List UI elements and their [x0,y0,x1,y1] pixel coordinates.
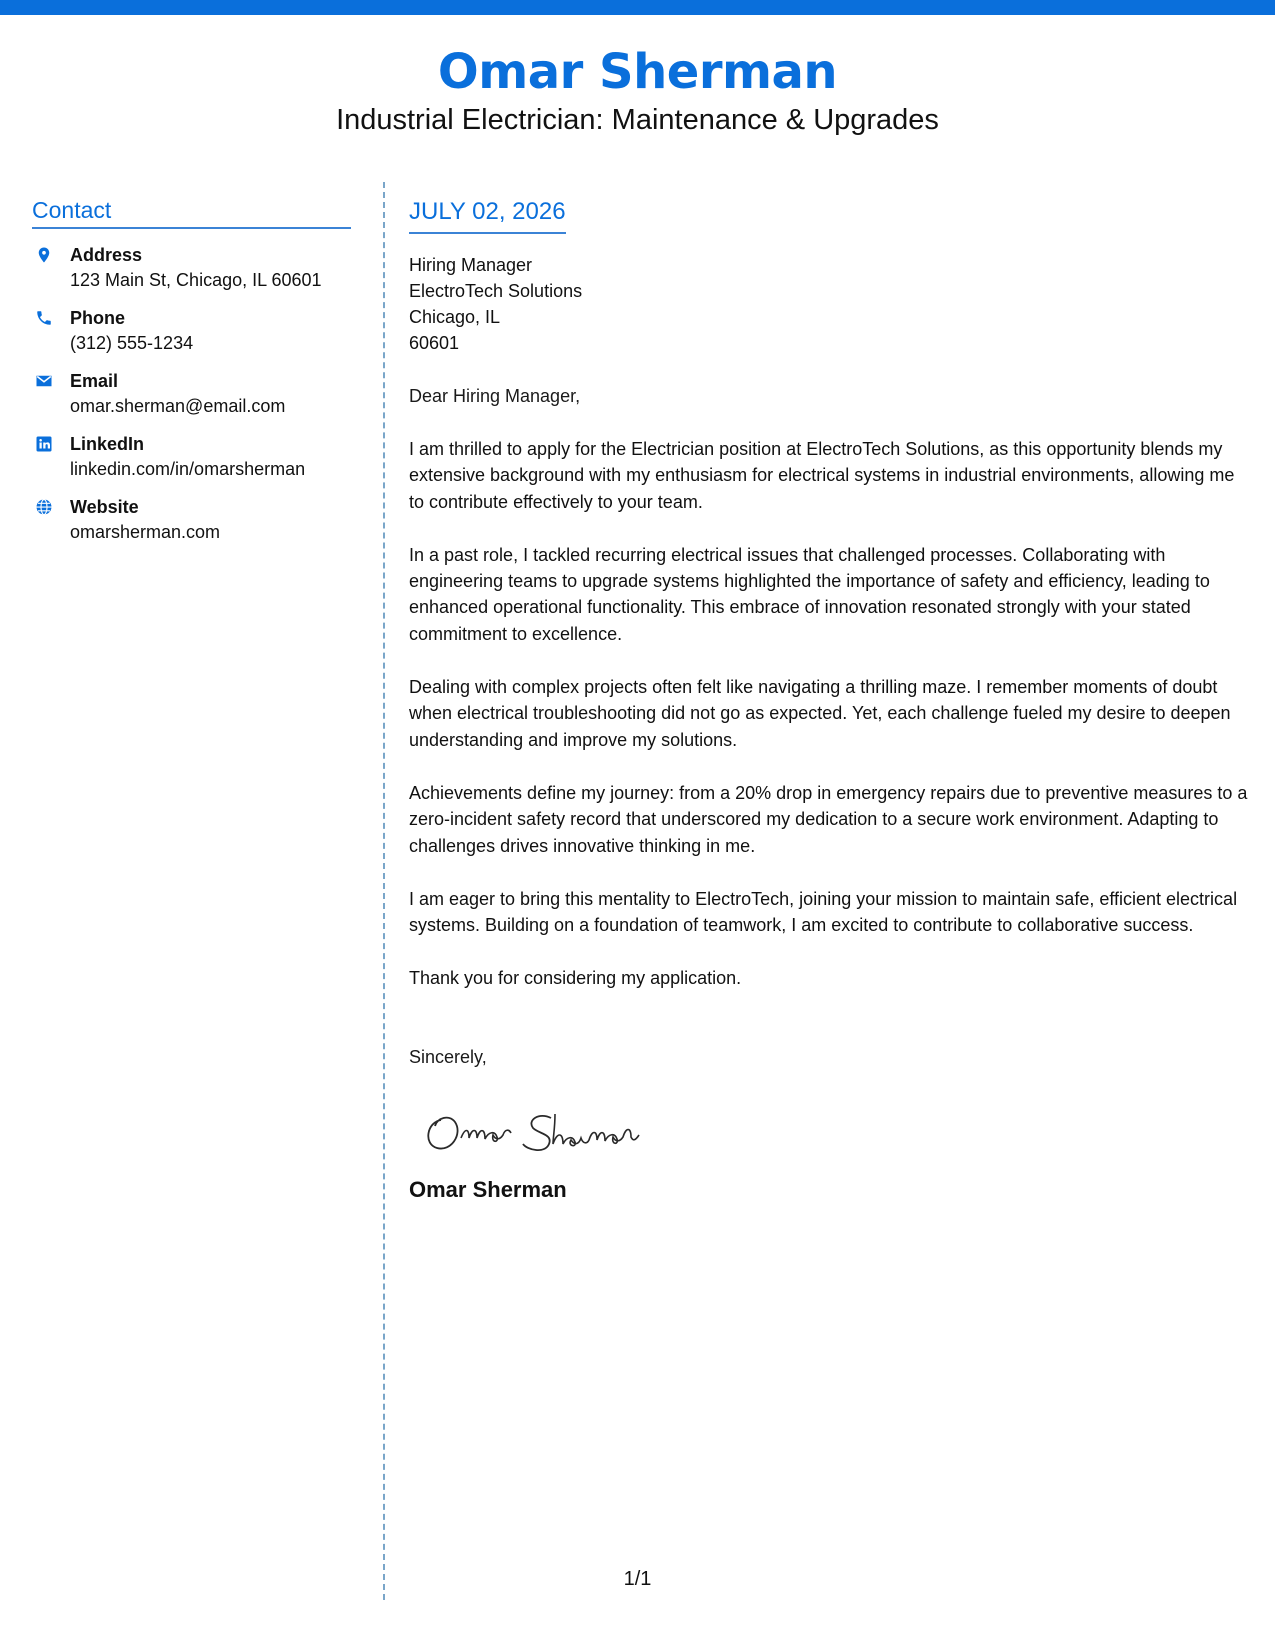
letter-date: JULY 02, 2026 [409,196,566,234]
website-value: omarsherman.com [70,522,221,542]
column-divider [383,182,385,1600]
contact-item-address [32,243,351,306]
header [0,44,1275,138]
top-accent-bar [0,0,1275,15]
phone-value: (312) 555-1234 [70,333,194,353]
email-icon [35,372,53,390]
recipient-line: ElectroTech Solutions [409,281,583,301]
paragraph: Dealing with complex projects often felt like navigating a thrilling maze. I remember moments of doubt when electrical troubleshooting did not go as expected. Yet, each challenge fueled my desire to deepen understanding and improve my solutions. [409,677,1231,750]
page-number: 1/1 [623,1568,652,1590]
recipient-line: Hiring Manager [409,255,533,275]
paragraph: Achievements define my journey: from a 20% drop in emergency repairs due to preventive measures to a zero-incident safety record that underscored my dedication to a secure work environment. Adapting to challenges drives innovative thinking in me. [409,782,1248,856]
closing: Sincerely, [409,1046,487,1067]
paragraph: Thank you for considering my application. [409,968,742,989]
salutation: Dear Hiring Manager, [409,386,581,406]
phone-icon [35,309,53,327]
contact-list [32,243,351,558]
contact-heading: Contact [32,196,351,229]
contact-item-website [32,495,351,558]
paragraph: In a past role, I tackled recurring electrical issues that challenged processes. Collaborating with engineering teams to upgrade systems highlighted the importance of safety and efficiency, leading to enhanced operational functionality. This embrace of innovation resonated strongly with your stated commitment to excellence. [409,544,1210,644]
email-label: Email [70,371,119,391]
signed-name: Omar Sherman [409,1176,567,1202]
letter-body [409,196,1249,1204]
recipient-block [409,252,1249,356]
address-label: Address [70,245,143,265]
job-title: Industrial Electrician: Maintenance & Upgrades [336,104,939,136]
handwritten-signature [419,1100,679,1160]
address-value: 123 Main St, Chicago, IL 60601 [70,270,322,290]
website-label: Website [70,497,139,517]
map-pin-icon [35,246,53,264]
sidebar [32,196,351,558]
email-value: omar.sherman@email.com [70,396,286,416]
paragraph: I am eager to bring this mentality to ElectroTech, joining your mission to maintain safe, efficient electrical systems. Building on a foundation of teamwork, I am excited to contribute to collaborative success. [409,888,1238,936]
recipient-line: 60601 [409,333,460,353]
linkedin-icon [35,435,53,453]
linkedin-label: LinkedIn [70,434,145,454]
contact-item-phone [32,306,351,369]
applicant-name: Omar Sherman [437,44,838,100]
contact-item-email [32,369,351,432]
phone-label: Phone [70,308,126,328]
contact-item-linkedin [32,432,351,495]
paragraph: I am thrilled to apply for the Electrician position at ElectroTech Solutions, as this opportunity blends my extensive background with my enthusiasm for electrical systems in industrial environments, allowing me to contribute effectively to your team. [409,439,1235,512]
globe-icon [35,498,53,516]
linkedin-value: linkedin.com/in/omarsherman [70,459,306,479]
recipient-line: Chicago, IL [409,307,501,327]
